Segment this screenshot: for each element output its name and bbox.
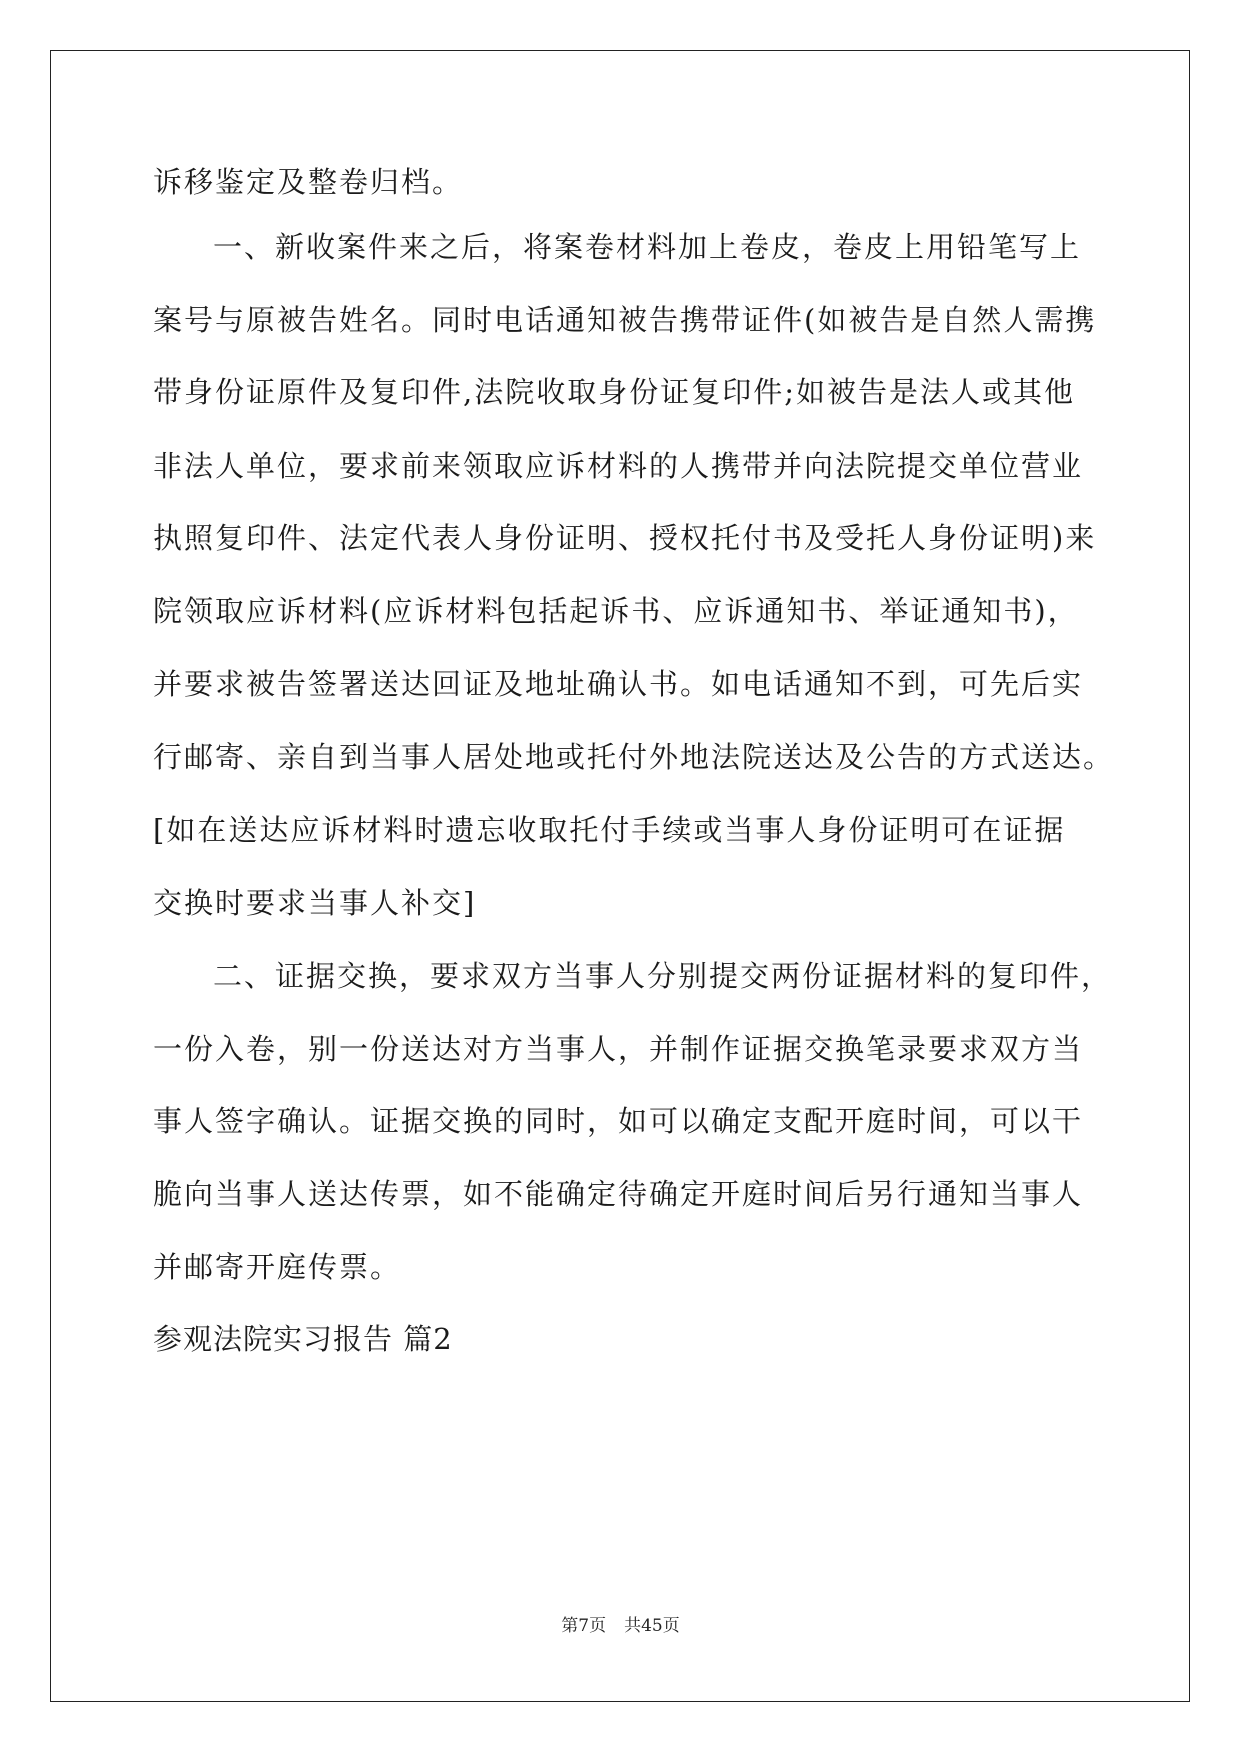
body-text-line: 二、证据交换，要求双方当事人分别提交两份证据材料的复印件，	[213, 959, 1113, 993]
body-text-line: 一份入卷，别一份送达对方当事人，并制作证据交换笔录要求双方当	[153, 1032, 1084, 1066]
body-text-line: 事人签字确认。证据交换的同时，如可以确定支配开庭时间，可以干	[153, 1104, 1084, 1138]
body-text-line: 非法人单位，要求前来领取应诉材料的人携带并向法院提交单位营业	[153, 449, 1084, 483]
body-text-line: 执照复印件、法定代表人身份证明、授权托付书及受托人身份证明)来	[153, 521, 1097, 555]
body-text-line: 院领取应诉材料(应诉材料包括起诉书、应诉通知书、举证通知书)，	[153, 594, 1079, 628]
section-heading: 参观法院实习报告 篇2	[153, 1322, 453, 1356]
page-border	[50, 50, 1190, 1702]
body-text-line: 案号与原被告姓名。同时电话通知被告携带证件(如被告是自然人需携	[153, 303, 1097, 337]
body-text-line: 诉移鉴定及整卷归档。	[153, 165, 464, 199]
body-text-line: 并要求被告签署送达回证及地址确认书。如电话通知不到，可先后实	[153, 667, 1084, 701]
body-text-line: 脆向当事人送达传票，如不能确定待确定开庭时间后另行通知当事人	[153, 1177, 1084, 1211]
body-text-line: 并邮寄开庭传票。	[153, 1250, 402, 1284]
page-total: 共45页	[624, 1616, 680, 1636]
page-footer	[0, 1611, 1241, 1636]
body-text-line: 行邮寄、亲自到当事人居处地或托付外地法院送达及公告的方式送达。	[153, 740, 1115, 774]
body-text-line: 一、新收案件来之后，将案卷材料加上卷皮，卷皮上用铅笔写上	[213, 230, 1082, 264]
body-text-line: [如在送达应诉材料时遗忘收取托付手续或当事人身份证明可在证据	[153, 813, 1066, 847]
body-text-line: 带身份证原件及复印件,法院收取身份证复印件;如被告是法人或其他	[153, 375, 1075, 409]
body-text-line: 交换时要求当事人补交]	[153, 886, 477, 920]
page-number: 第7页	[561, 1616, 607, 1636]
